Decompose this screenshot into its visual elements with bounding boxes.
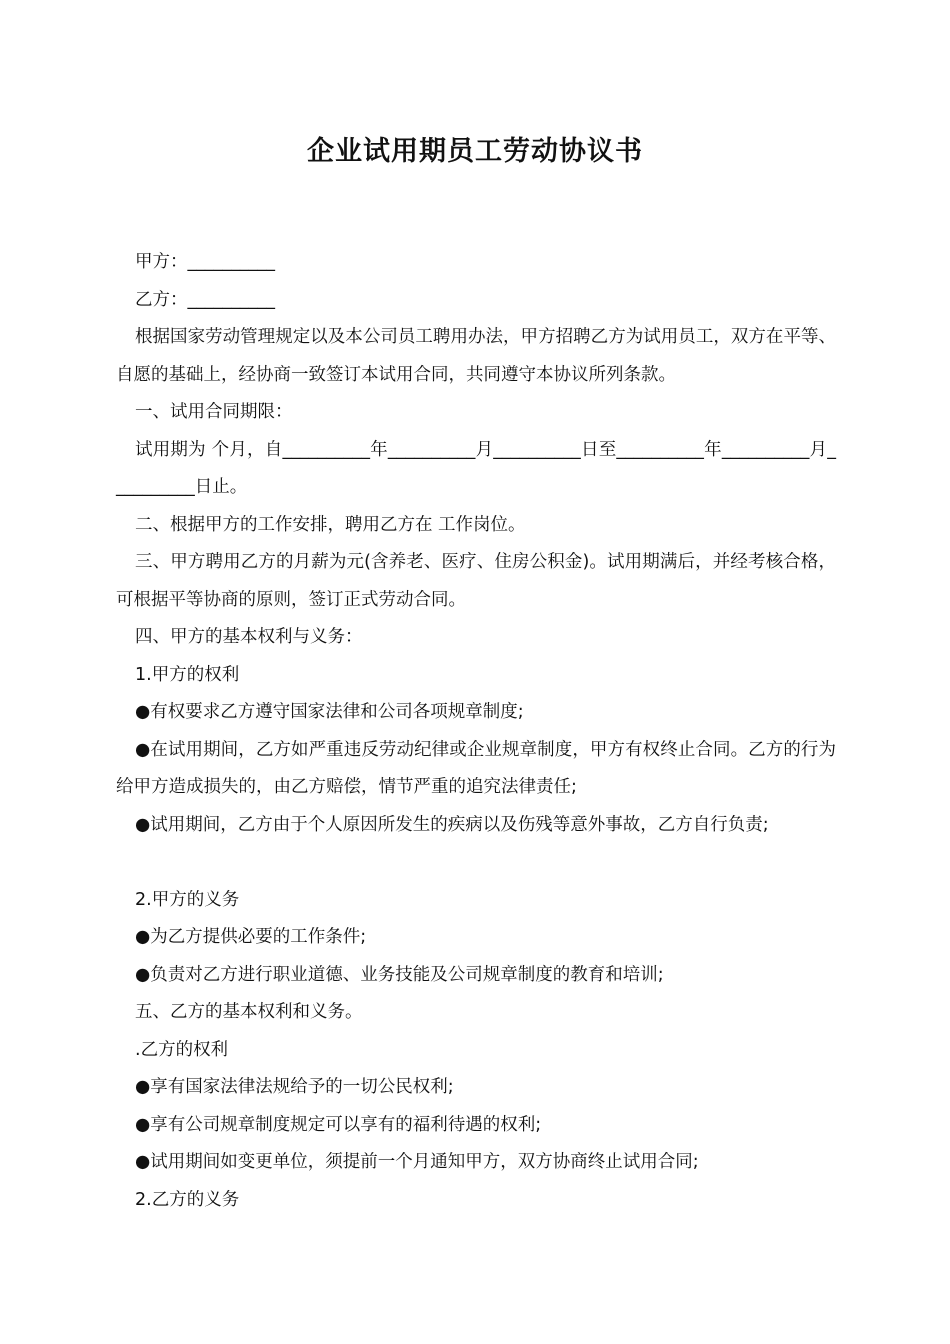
intro-paragraph: 根据国家劳动管理规定以及本公司员工聘用办法，甲方招聘乙方为试用员工，双方在平等、自愿的基础上，经协商一致签订本试用合同，共同遵守本协议所列条款。 [116, 327, 836, 385]
document-title: 企业试用期员工劳动协议书 [307, 136, 643, 167]
party-a-rights-item: ●在试用期间，乙方如严重违反劳动纪律或企业规章制度，甲方有权终止合同。乙方的行为给甲方造成损失的，由乙方赔偿，情节严重的追究法律责任; [116, 739, 836, 797]
section-4-heading: 四、甲方的基本权利与义务： [135, 627, 363, 647]
party-a-rights-item: ●试用期间，乙方由于个人原因所发生的疾病以及伤残等意外事故，乙方自行负责; [135, 814, 769, 835]
section-5-heading: 五、乙方的基本权利和义务。 [135, 1002, 363, 1022]
party-b-rights-heading: .乙方的权利 [135, 1039, 229, 1060]
party-a-duties-heading: 2.甲方的义务 [135, 889, 240, 910]
party-b-line: 乙方：__________ [135, 289, 275, 310]
spacer [116, 844, 836, 882]
party-a-rights-item: ●有权要求乙方遵守国家法律和公司各项规章制度; [135, 702, 524, 722]
party-b-rights-item: ●试用期间如变更单位，须提前一个月通知甲方，双方协商终止试用合同; [135, 1152, 699, 1172]
party-a-duties-item: ●负责对乙方进行职业道德、业务技能及公司规章制度的教育和培训; [135, 964, 664, 985]
section-1-text: 试用期为 个月，自__________年__________月__________日至__________年__________月__________日止。 [116, 439, 836, 497]
section-3-text: 三、甲方聘用乙方的月薪为元(含养老、医疗、住房公积金)。试用期满后，并经考核合格，可根据平等协商的原则，签订正式劳动合同。 [116, 552, 836, 610]
party-a-duties-item: ●为乙方提供必要的工作条件; [135, 927, 367, 947]
party-a-line: 甲方：__________ [135, 252, 275, 272]
party-a-rights-heading: 1.甲方的权利 [135, 664, 240, 685]
document-body [116, 244, 836, 1219]
party-b-rights-item: ●享有国家法律法规给予的一切公民权利; [135, 1077, 454, 1097]
party-b-duties-heading: 2.乙方的义务 [135, 1189, 240, 1210]
section-1-heading: 一、试用合同期限： [135, 402, 293, 422]
party-b-rights-item: ●享有公司规章制度规定可以享有的福利待遇的权利; [135, 1114, 542, 1135]
section-2-text: 二、根据甲方的工作安排，聘用乙方在 工作岗位。 [135, 514, 526, 535]
